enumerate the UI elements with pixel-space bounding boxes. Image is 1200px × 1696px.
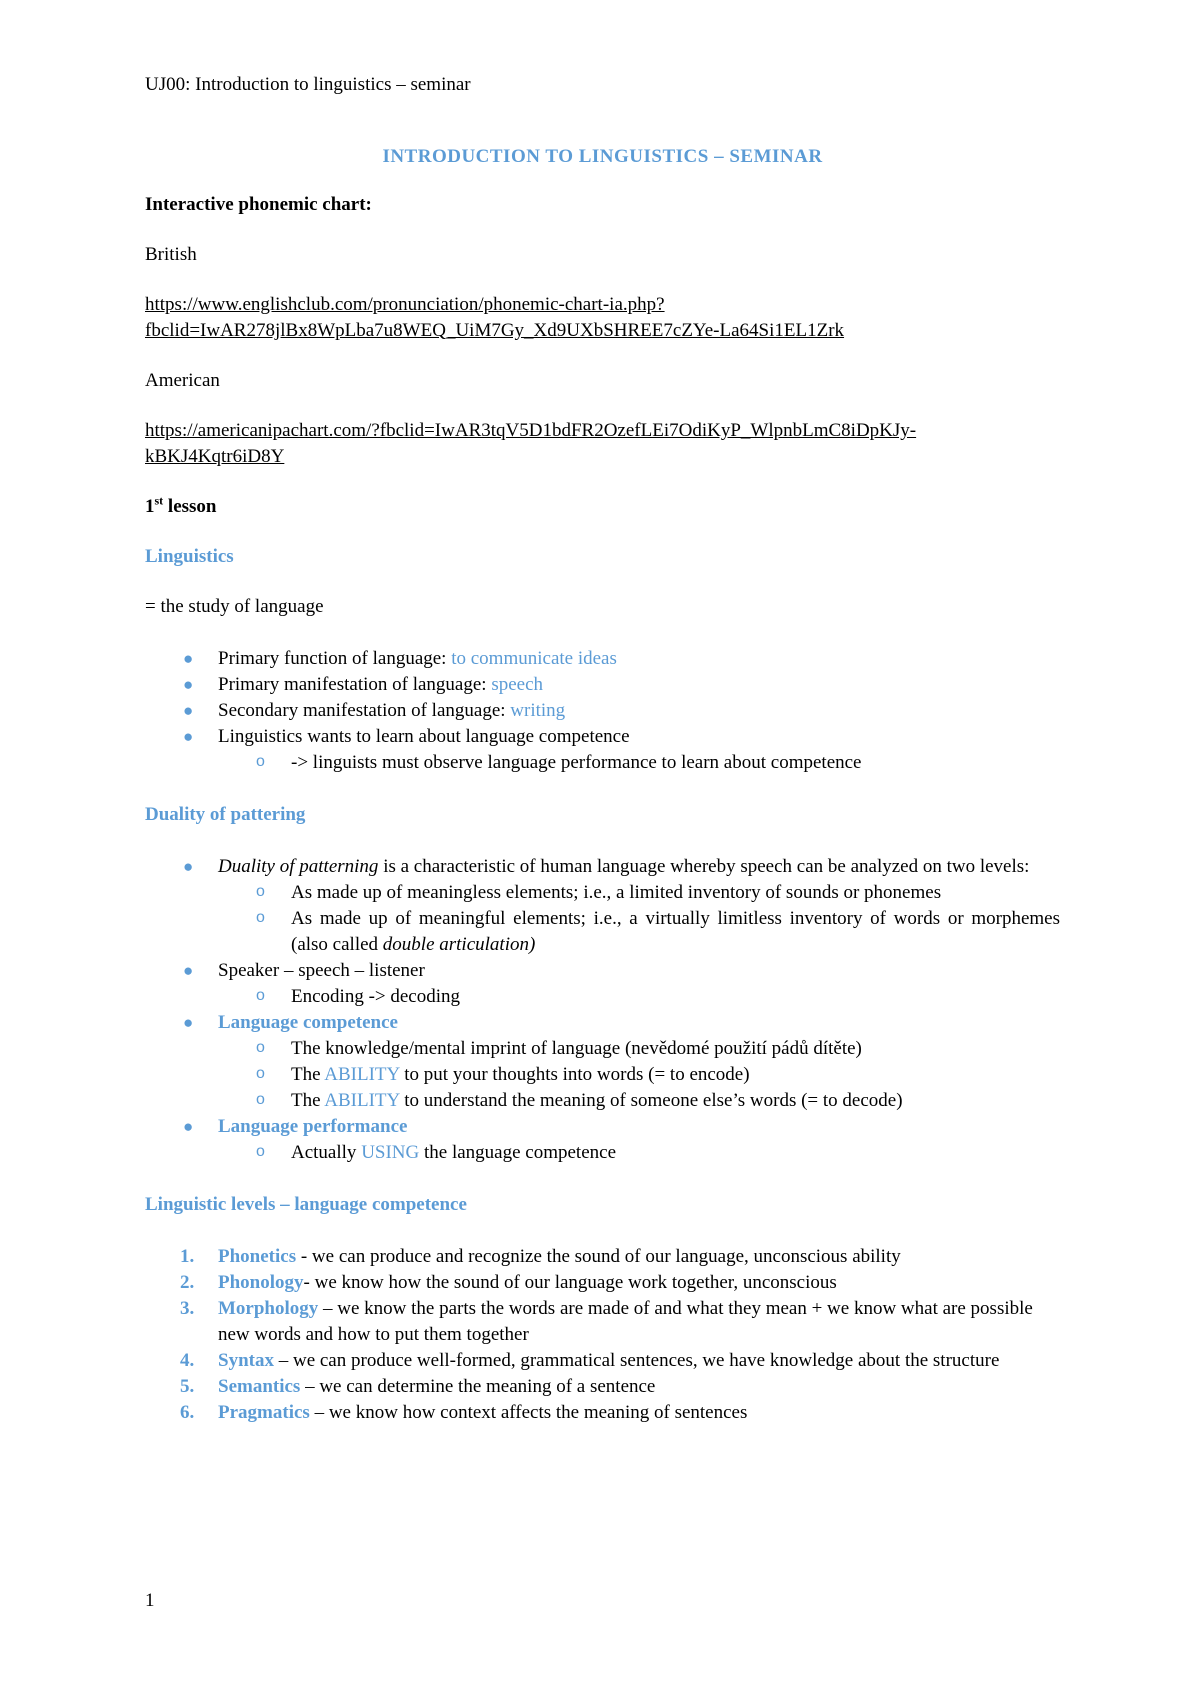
- american-link-line-2[interactable]: kBKJ4Kqtr6iD8Y: [145, 446, 285, 467]
- american-link[interactable]: [145, 418, 1060, 470]
- numbered-item: 2. Phonology- we know how the sound of our language work together, unconscious: [180, 1272, 837, 1293]
- sub-list-item: o The ABILITY to understand the meaning of someone else’s words (= to decode): [145, 1088, 1060, 1114]
- bullet-icon: ●: [183, 649, 194, 668]
- american-label: American: [145, 370, 220, 391]
- american-link-line-1[interactable]: https://americanipachart.com/?fbclid=IwAR3tqV5D1bdFR2OzefLEi7OdiKyP_WlpnbLmC8iDpKJy-: [145, 420, 917, 441]
- linguistics-definition: = the study of language: [145, 596, 324, 617]
- duality-heading: Duality of pattering: [145, 804, 306, 825]
- british-link-line-1[interactable]: https://www.englishclub.com/pronunciation/phonemic-chart-ia.php?: [145, 294, 665, 315]
- bullet-icon: ●: [183, 857, 194, 876]
- bullet-icon: ●: [183, 727, 194, 746]
- document-title: INTRODUCTION TO LINGUISTICS – SEMINAR: [382, 146, 823, 167]
- circle-bullet-icon: o: [256, 1065, 265, 1082]
- phonemic-chart-heading: Interactive phonemic chart:: [145, 194, 372, 215]
- circle-bullet-icon: o: [256, 987, 265, 1004]
- circle-bullet-icon: o: [256, 753, 265, 770]
- numbered-item: 6. Pragmatics – we know how context affects the meaning of sentences: [180, 1402, 748, 1423]
- duality-list: [145, 854, 1060, 1166]
- page-number: 1: [145, 1590, 155, 1611]
- lesson-heading: 1st lesson: [145, 493, 217, 517]
- list-item: ● Duality of patterning is a characteristic of human language whereby speech can be analyzed on two levels:: [145, 854, 1060, 880]
- linguistics-heading: Linguistics: [145, 546, 234, 567]
- sub-list-item: o The knowledge/mental imprint of language (nevědomé použití pádů dítěte): [145, 1036, 1060, 1062]
- british-link-line-2[interactable]: fbclid=IwAR278jlBx8WpLba7u8WEQ_UiM7Gy_Xd9UXbSHREE7cZYe-La64Si1EL1Zrk: [145, 320, 845, 341]
- list-item: ● Primary manifestation of language: speech: [145, 672, 1060, 698]
- list-item: ● Speaker – speech – listener: [145, 958, 1060, 984]
- numbered-item: 1. Phonetics - we can produce and recognize the sound of our language, unconscious ability: [180, 1246, 901, 1267]
- bullet-icon: ●: [183, 1013, 194, 1032]
- sub-list-item: o Encoding -> decoding: [145, 984, 1060, 1010]
- sub-list-item: o As made up of meaningless elements; i.e., a limited inventory of sounds or phonemes: [145, 880, 1060, 906]
- bullet-icon: ●: [183, 961, 194, 980]
- sub-list-item: o As made up of meaningful elements; i.e., a virtually limitless inventory of words or morphemes (also called double articulation): [145, 906, 1060, 958]
- numbered-item: 5. Semantics – we can determine the meaning of a sentence: [180, 1376, 656, 1397]
- sub-list-item: o -> linguists must observe language performance to learn about competence: [145, 750, 1060, 776]
- list-item: ● Language performance: [145, 1114, 1060, 1140]
- levels-heading: Linguistic levels – language competence: [145, 1194, 467, 1215]
- list-item: ● Secondary manifestation of language: writing: [145, 698, 1060, 724]
- circle-bullet-icon: o: [256, 909, 265, 926]
- bullet-icon: ●: [183, 701, 194, 720]
- numbered-item: 4. Syntax – we can produce well-formed, grammatical sentences, we have knowledge about the structure: [180, 1350, 1000, 1371]
- circle-bullet-icon: o: [256, 1091, 265, 1108]
- linguistics-list: [145, 646, 1060, 776]
- circle-bullet-icon: o: [256, 1143, 265, 1160]
- list-item: ● Primary function of language: to communicate ideas: [145, 646, 1060, 672]
- list-item: ● Language competence: [145, 1010, 1060, 1036]
- circle-bullet-icon: o: [256, 883, 265, 900]
- sub-list-item: o The ABILITY to put your thoughts into words (= to encode): [145, 1062, 1060, 1088]
- sub-list-item: o Actually USING the language competence: [145, 1140, 1060, 1166]
- circle-bullet-icon: o: [256, 1039, 265, 1056]
- bullet-icon: ●: [183, 675, 194, 694]
- bullet-icon: ●: [183, 1117, 194, 1136]
- list-item: ● Linguistics wants to learn about language competence: [145, 724, 1060, 750]
- document-body: [145, 144, 1060, 1426]
- levels-list: [145, 1244, 1060, 1426]
- numbered-item: 3. Morphology – we know the parts the words are made of and what they mean + we know what are possible new words and how to put them together: [180, 1298, 1033, 1345]
- british-link[interactable]: [145, 292, 1060, 344]
- british-label: British: [145, 244, 197, 265]
- page-header: UJ00: Introduction to linguistics – seminar: [145, 74, 471, 95]
